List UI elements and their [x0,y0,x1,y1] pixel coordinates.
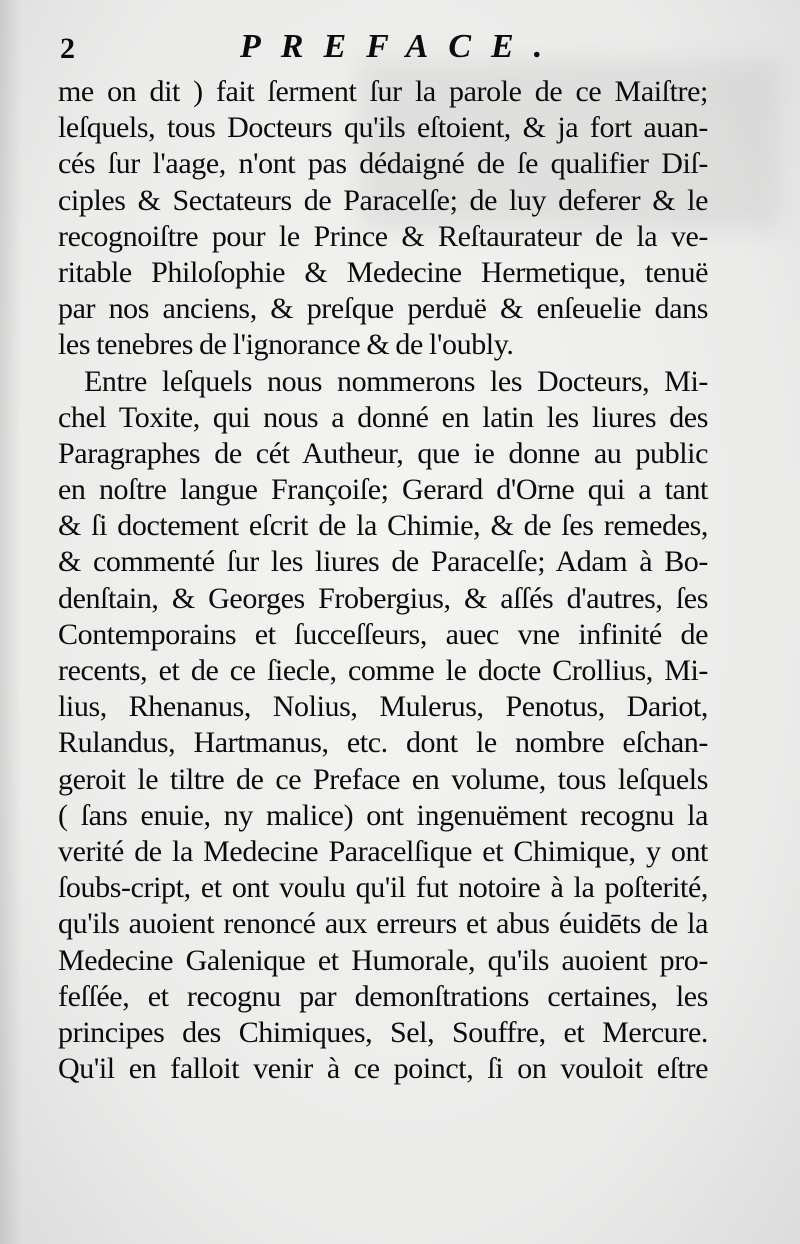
running-head: PREFACE. [240,28,563,65]
page-gutter-shadow [0,0,22,1244]
text-line: Medecine Galenique et Humorale, qu'ils auoient pro- [58,943,708,977]
text-line: ( ſans enuie, ny malice) ont ingenuëment recognu la [58,798,708,832]
text-line: qu'ils auoient renoncé aux erreurs et abus éuidēts de la [58,907,708,941]
text-line: ciples & Sectateurs de Paracelſe; de luy deferer & le [58,183,708,217]
text-line: leſquels, tous Docteurs qu'ils eſtoient, & ja fort auan- [58,111,708,145]
text-line: feſſée, et recognu par demonſtrations certaines, les [58,979,708,1013]
text-line: me on dit ) fait ſerment ſur la parole de ce Maiſtre; [58,75,708,108]
page-number: 2 [60,32,75,65]
page-header [0,30,800,70]
text-line: & ſi doctement eſcrit de la Chimie, & de ſes remedes, [58,509,708,543]
text-line: recents, et de ce ſiecle, comme le docte Crollius, Mi- [58,654,708,687]
text-line: en noſtre langue Françoiſe; Gerard d'Orne qui a tant [58,473,708,507]
text-line: geroit le tiltre de ce Preface en volume, tous leſquels [58,762,708,796]
body-text [58,74,708,1087]
text-line: denſtain, & Georges Frobergius, & aſſés d'autres, ſes [58,581,708,615]
text-line: les tenebres de l'ignorance & de l'oubly. [58,328,514,362]
text-line: Rulandus, Hartmanus, etc. dont le nombre eſchan- [58,726,708,760]
text-line: par nos anciens, & preſque perduë & enſeuelie dans [58,292,708,326]
text-line: recognoiſtre pour le Prince & Reſtaurateur de la ve- [58,219,708,253]
text-line: chel Toxite, qui nous a donné en latin les liures des [58,400,708,434]
paragraph-first-line: Entre leſquels nous nommerons les Docteurs, Mi- [84,364,708,398]
text-line: Paragraphes de cét Autheur, que ie donne au public [58,436,708,470]
text-line: Qu'il en falloit venir à ce poinct, ſi on vouloit eſtre [58,1052,708,1086]
text-line: ſoubs-cript, et ont voulu qu'il fut notoire à la poſterité, [58,871,708,905]
text-line: verité de la Medecine Paracelſique et Chimique, y ont [58,834,708,868]
text-line: ritable Philoſophie & Medecine Hermetique, tenuë [58,255,708,289]
text-line: Contemporains et ſucceſſeurs, auec vne infinité de [58,617,708,651]
text-line: lius, Rhenanus, Nolius, Mulerus, Penotus, Dariot, [58,690,708,724]
text-line: principes des Chimiques, Sel, Souffre, et Mercure. [58,1015,708,1049]
text-line: cés ſur l'aage, n'ont pas dédaigné de ſe qualifier Diſ- [58,147,708,181]
text-line: & commenté ſur les liures de Paracelſe; Adam à Bo- [58,545,708,579]
